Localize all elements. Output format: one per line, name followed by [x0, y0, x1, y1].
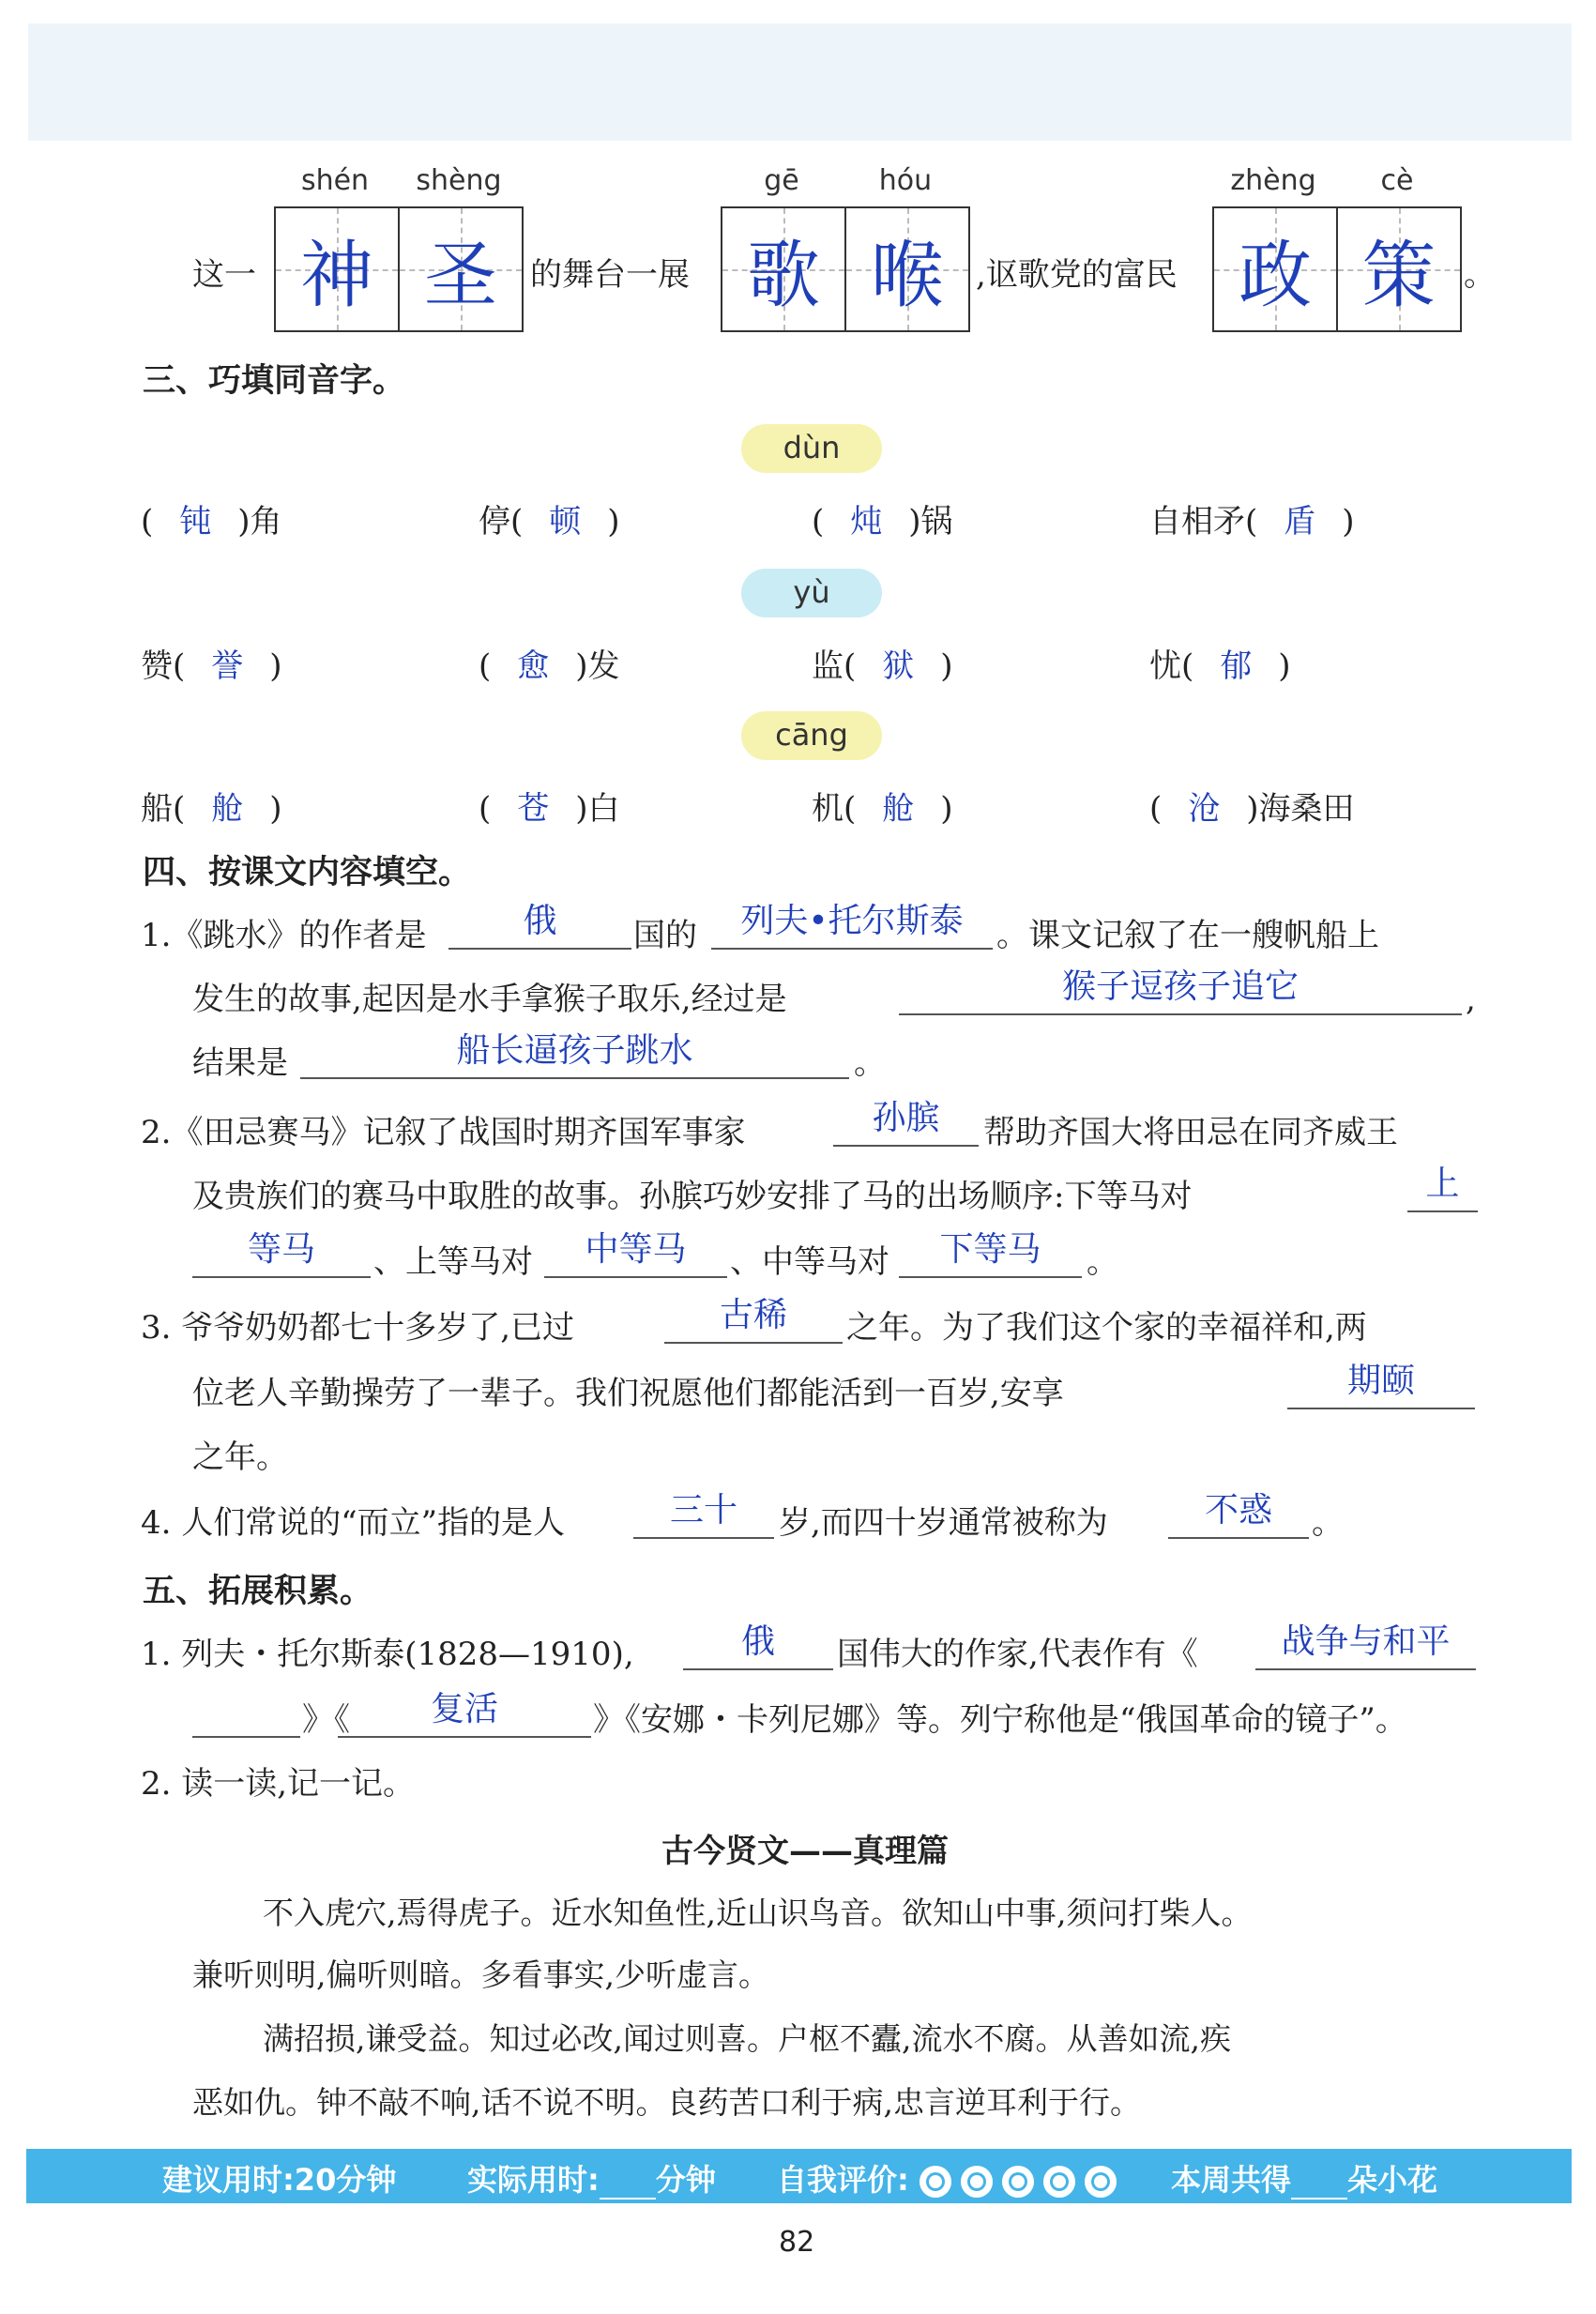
- section-3-title: 三、巧填同音字。: [143, 362, 406, 400]
- q2-text: 、中等马对: [730, 1243, 889, 1281]
- top-line-suffix: 。: [1464, 256, 1496, 294]
- flower-icon[interactable]: [961, 2166, 993, 2198]
- flower-icon[interactable]: [1043, 2166, 1075, 2198]
- homophone-row: [141, 495, 1473, 548]
- actual-time-blank[interactable]: [600, 2169, 656, 2200]
- q2-text: 帮助齐国大将田忌在同齐威王: [983, 1114, 1398, 1151]
- answer-blank: 俄: [683, 1623, 833, 1670]
- q1-text: 结果是: [192, 1044, 288, 1082]
- homophone-item: ( 苍 )白: [479, 790, 620, 828]
- suggested-time: 建议用时:20分钟: [162, 2162, 397, 2198]
- pinyin: shèng: [416, 164, 502, 197]
- answer-blank: 列夫•托尔斯泰: [711, 903, 993, 950]
- char-grid: [274, 206, 524, 332]
- poem-line: 恶如仇。钟不敲不响,话不说不明。良药苦口利于病,忠言逆耳利于行。: [192, 2084, 1141, 2121]
- flower-icon[interactable]: [920, 2166, 951, 2198]
- q1-text: 。课文记叙了在一艘帆船上: [996, 917, 1379, 954]
- grid-cell: 政: [1214, 208, 1336, 330]
- char-grid: [721, 206, 970, 332]
- q4-text: 4. 人们常说的“而立”指的是人: [141, 1504, 566, 1542]
- self-evaluation: 自我评价:: [777, 2156, 1126, 2200]
- poem-title: 古今贤文——真理篇: [661, 1833, 949, 1870]
- q3-text: 3. 爷爷奶奶都七十多岁了,已过: [141, 1309, 575, 1347]
- section-4-title: 四、按课文内容填空。: [143, 854, 472, 891]
- s5-q1-text: 》《安娜・卡列尼娜》等。列宁称他是“俄国革命的镜子”。: [593, 1701, 1407, 1739]
- q1-text: 。: [854, 1044, 886, 1082]
- top-line-mid1: 的舞台一展: [530, 256, 690, 294]
- s5-q1-text: 1. 列夫・托尔斯泰(1828—1910),: [141, 1636, 634, 1673]
- pinyin: shén: [300, 164, 370, 197]
- homophone-item: 停( 顿 ): [479, 503, 620, 540]
- answer-blank: 战争与和平: [1255, 1623, 1476, 1670]
- grid-cell: 歌: [722, 208, 844, 330]
- grid-cell: 圣: [398, 208, 522, 330]
- answer-blank: [192, 1691, 300, 1738]
- q1-text: 发生的故事,起因是水手拿猴子取乐,经过是: [192, 981, 787, 1018]
- poem-line: 不入虎穴,焉得虎子。近水知鱼性,近山识鸟音。欲知山中事,须问打柴人。: [263, 1895, 1253, 1931]
- pinyin-pill: dùn: [741, 424, 882, 473]
- homophone-item: ( 沧 )海桑田: [1149, 790, 1355, 828]
- top-line-prefix: 这一: [192, 256, 256, 294]
- q4-text: 岁,而四十岁通常被称为: [779, 1504, 1108, 1542]
- answer-blank: 期颐: [1287, 1363, 1475, 1409]
- homophone-item: 忧( 郁 ): [1149, 647, 1291, 685]
- pinyin: cè: [1380, 164, 1414, 197]
- homophone-item: 自相矛( 盾 ): [1149, 503, 1355, 540]
- q2-text: 。: [1087, 1243, 1118, 1281]
- answer-blank: 下等马: [899, 1231, 1082, 1278]
- answer-blank: 猴子逗孩子追它: [899, 968, 1462, 1015]
- q4-text: 。: [1312, 1504, 1344, 1542]
- q3-text: 位老人辛勤操劳了一辈子。我们祝愿他们都能活到一百岁,安享: [192, 1375, 1064, 1412]
- weekly-blank[interactable]: [1291, 2169, 1347, 2200]
- homophone-item: 监( 狱 ): [812, 647, 953, 685]
- s5-q2-text: 2. 读一读,记一记。: [141, 1765, 416, 1803]
- answer-blank: 上: [1407, 1165, 1478, 1212]
- answer-blank: 俄: [448, 903, 631, 950]
- q1-text: 1.《跳水》的作者是: [141, 917, 427, 954]
- grid-cell: 喉: [844, 208, 968, 330]
- top-line-mid2: ,讴歌党的富民: [976, 256, 1178, 294]
- q1-text: 国的: [633, 917, 697, 954]
- answer-blank: 三十: [633, 1492, 774, 1539]
- poem-line: 满招损,谦受益。知过必改,闻过则喜。户枢不蠹,流水不腐。从善如流,疾: [263, 2020, 1231, 2057]
- homophone-item: ( 炖 )锅: [812, 503, 953, 540]
- homophone-row: [141, 640, 1473, 693]
- q1-text: ,: [1466, 981, 1476, 1018]
- answer-blank: 复活: [338, 1691, 591, 1738]
- answer-blank: 孙膑: [833, 1100, 979, 1147]
- answer-blank: 中等马: [544, 1231, 727, 1278]
- section-5-title: 五、拓展积累。: [143, 1573, 373, 1610]
- pinyin: zhèng: [1230, 164, 1316, 197]
- q2-text: 2.《田忌赛马》记叙了战国时期齐国军事家: [141, 1114, 746, 1151]
- answer-blank: 等马: [192, 1231, 371, 1278]
- s5-q1-text: 》《: [302, 1701, 350, 1739]
- flower-icon[interactable]: [1002, 2166, 1034, 2198]
- q2-text: 及贵族们的赛马中取胜的故事。孙膑巧妙安排了马的出场顺序:下等马对: [192, 1178, 1193, 1215]
- homophone-row: [141, 783, 1473, 835]
- flower-rating[interactable]: [920, 2162, 1126, 2198]
- q3-text: 之年。为了我们这个家的幸福祥和,两: [846, 1309, 1367, 1347]
- grid-cell: 策: [1336, 208, 1460, 330]
- page-number: 82: [779, 2226, 815, 2259]
- grid-cell: 神: [276, 208, 398, 330]
- homophone-item: 赞( 誉 ): [141, 647, 282, 685]
- pinyin-pill: yù: [741, 569, 882, 617]
- pinyin: gē: [764, 164, 799, 197]
- poem-line: 兼听则明,偏听则暗。多看事实,少听虚言。: [192, 1956, 769, 1993]
- q3-text: 之年。: [192, 1439, 288, 1476]
- s5-q1-text: 国伟大的作家,代表作有《: [837, 1636, 1198, 1673]
- weekly-flowers: 本周共得 朵小花: [1171, 2162, 1438, 2198]
- q2-text: 、上等马对: [373, 1243, 533, 1281]
- answer-blank: 不惑: [1168, 1492, 1309, 1539]
- homophone-item: ( 愈 )发: [479, 647, 620, 685]
- header-band: [28, 23, 1572, 141]
- answer-blank: 船长逼孩子跳水: [300, 1032, 849, 1079]
- actual-time: 实际用时: 分钟: [467, 2162, 716, 2198]
- homophone-item: 船( 舱 ): [141, 790, 282, 828]
- pinyin-pill: cāng: [741, 711, 882, 760]
- homophone-item: 机( 舱 ): [812, 790, 953, 828]
- footer-bar: [26, 2149, 1572, 2203]
- pinyin: hóu: [878, 164, 933, 197]
- flower-icon[interactable]: [1085, 2166, 1117, 2198]
- answer-blank: 古稀: [664, 1297, 843, 1344]
- homophone-item: ( 钝 )角: [141, 503, 282, 540]
- char-grid: [1212, 206, 1462, 332]
